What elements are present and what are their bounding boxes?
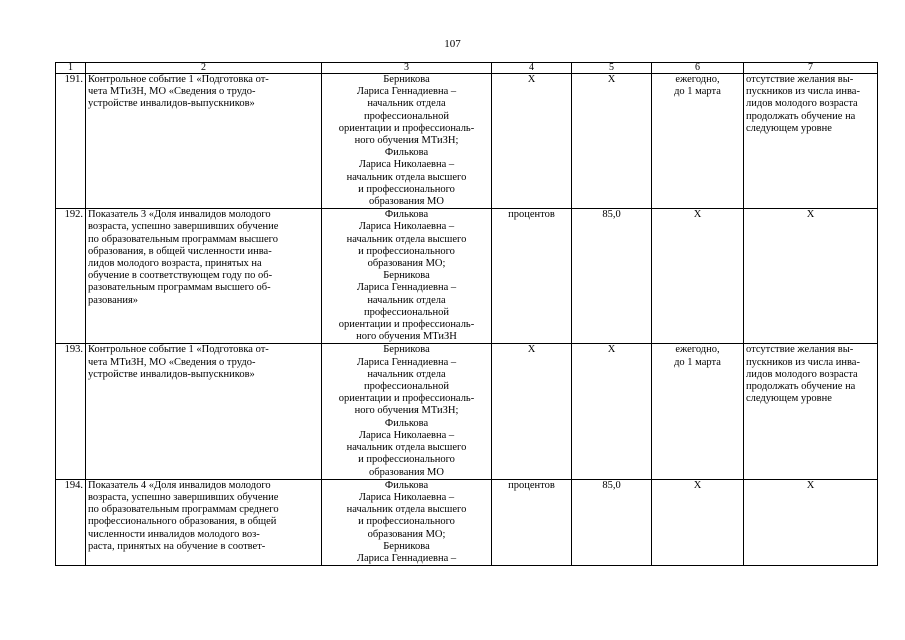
cell-line: Х [806, 479, 815, 491]
cell-line: Показатель 3 «Доля инвалидов молодого [88, 209, 271, 221]
description-cell [86, 479, 322, 565]
cell-line: Х [693, 209, 702, 221]
cell-line: и профессионального [358, 454, 455, 466]
row-number-cell: 192. [56, 209, 86, 344]
cell-line: начальник отдела высшего [346, 442, 467, 454]
cell-line: отсутствие желания вы- [746, 344, 854, 356]
description-cell [86, 209, 322, 344]
cell-line: Филькова [384, 417, 429, 429]
cell-line: пускников из числа инва- [746, 356, 860, 368]
responsible-cell [322, 209, 492, 344]
cell-line: ежегодно, [675, 74, 720, 85]
cell-line: раста, принятых на обучение в соответ- [88, 540, 266, 552]
page-number: 107 [444, 38, 461, 50]
cell-line: до 1 марта [674, 86, 721, 98]
cell-line: Лариса Геннадиевна – [356, 86, 457, 98]
cell-line: Лариса Николаевна – [358, 159, 455, 171]
deadline-cell [652, 209, 744, 344]
cell-line: Берникова [383, 270, 430, 282]
column-header: 3 [322, 63, 492, 74]
cell-line: разования» [88, 294, 139, 306]
table-row [56, 479, 878, 565]
cell-line: до 1 марта [674, 356, 721, 368]
cell-line: и профессионального [358, 245, 455, 257]
cell-line: Лариса Николаевна – [358, 429, 455, 441]
cell-line: и профессионального [358, 516, 455, 528]
column-header: 7 [744, 63, 878, 74]
cell-line: образования МО; [367, 528, 446, 540]
cell-line: ного обучения МТиЗН; [354, 135, 459, 147]
column-header: 4 [492, 63, 572, 74]
cell-line: начальник отдела [367, 294, 446, 306]
column-header: 6 [652, 63, 744, 74]
cell-line: ориентации и профессиональ- [338, 393, 475, 405]
cell-line: Филькова [384, 479, 429, 491]
cell-line: возраста, успешно завершивших обучение [88, 221, 279, 233]
cell-line: ориентации и профессиональ- [338, 122, 475, 134]
cell-line: Филькова [384, 147, 429, 159]
description-cell [86, 74, 322, 209]
cell-line: продолжать обучение на [746, 110, 856, 122]
column-header: 1 [56, 63, 86, 74]
cell-line: по образовательным программам высшего [88, 233, 278, 245]
cell-line: ежегодно, [675, 344, 720, 356]
column-header: 5 [572, 63, 652, 74]
row-number-cell: 191. [56, 74, 86, 209]
cell-line: разовательным программам высшего об- [88, 282, 271, 294]
cell-line: Берникова [383, 74, 430, 85]
cell-line: следующем уровне [746, 122, 832, 134]
deadline-cell [652, 479, 744, 565]
cell-line: начальник отдела [367, 98, 446, 110]
cell-line: профессиональной [364, 381, 449, 393]
row-number-cell: 194. [56, 479, 86, 565]
cell-line: профессиональной [364, 110, 449, 122]
unit-cell: Х [492, 74, 572, 209]
cell-line: обучение в соответствующем году по об- [88, 270, 273, 282]
cell-line: Берникова [383, 344, 430, 356]
unit-cell: процентов [492, 479, 572, 565]
deadline-cell [652, 344, 744, 479]
cell-line: отсутствие желания вы- [746, 74, 854, 85]
cell-line: продолжать обучение на [746, 381, 856, 393]
cell-line: лидов молодого возраста [746, 98, 858, 110]
unit-cell: Х [492, 344, 572, 479]
cell-line: устройстве инвалидов-выпускников» [88, 98, 255, 110]
risk-cell [744, 209, 878, 344]
cell-line: Показатель 4 «Доля инвалидов молодого [88, 479, 271, 491]
table-row [56, 74, 878, 209]
responsible-cell [322, 74, 492, 209]
table-row [56, 209, 878, 344]
value-cell: 85,0 [572, 479, 652, 565]
cell-line: образования МО [369, 196, 444, 208]
cell-line: Контрольное событие 1 «Подготовка от- [88, 74, 269, 85]
cell-line: и профессионального [358, 183, 455, 195]
cell-line: лидов молодого возраста [746, 368, 858, 380]
cell-line: Лариса Геннадиевна – [356, 282, 457, 294]
row-number-cell: 193. [56, 344, 86, 479]
cell-line: образования МО [369, 466, 444, 478]
cell-line: ного обучения МТиЗН; [354, 405, 459, 417]
cell-line: начальник отдела высшего [346, 233, 467, 245]
responsible-cell [322, 479, 492, 565]
header-row [56, 63, 878, 74]
cell-line: образования МО; [367, 258, 446, 270]
responsible-cell [322, 344, 492, 479]
risk-cell [744, 344, 878, 479]
table-body [56, 74, 878, 566]
cell-line: ориентации и профессиональ- [338, 319, 475, 331]
cell-line: образования, в общей численности инва- [88, 245, 272, 257]
cell-line: ного обучения МТиЗН [356, 331, 457, 343]
table-row [56, 344, 878, 479]
cell-line: численности инвалидов молодого воз- [88, 528, 260, 540]
cell-line: по образовательным программам среднего [88, 504, 279, 516]
cell-line: Филькова [384, 209, 429, 221]
cell-line: начальник отдела [367, 368, 446, 380]
cell-line: Лариса Николаевна – [358, 221, 455, 233]
risk-cell [744, 74, 878, 209]
value-cell: Х [572, 344, 652, 479]
cell-line: Контрольное событие 1 «Подготовка от- [88, 344, 269, 356]
cell-line: возраста, успешно завершивших обучение [88, 491, 279, 503]
document-table [55, 62, 878, 566]
cell-line: Лариса Геннадиевна – [356, 356, 457, 368]
value-cell: 85,0 [572, 209, 652, 344]
cell-line: профессиональной [364, 306, 449, 318]
cell-line: профессионального образования, в общей [88, 516, 277, 528]
cell-line: лидов молодого возраста, принятых на [88, 258, 262, 270]
cell-line: начальник отдела высшего [346, 171, 467, 183]
value-cell: Х [572, 74, 652, 209]
risk-cell [744, 479, 878, 565]
column-header: 2 [86, 63, 322, 74]
cell-line: следующем уровне [746, 393, 832, 405]
cell-line: Берникова [383, 540, 430, 552]
cell-line: устройстве инвалидов-выпускников» [88, 368, 255, 380]
cell-line: Х [806, 209, 815, 221]
deadline-cell [652, 74, 744, 209]
cell-line: начальник отдела высшего [346, 504, 467, 516]
cell-line: Лариса Николаевна – [358, 491, 455, 503]
cell-line: чета МТиЗН, МО «Сведения о трудо- [88, 86, 256, 98]
cell-line: пускников из числа инва- [746, 86, 860, 98]
unit-cell: процентов [492, 209, 572, 344]
cell-line: Лариса Геннадиевна – [356, 552, 457, 564]
description-cell [86, 344, 322, 479]
cell-line: чета МТиЗН, МО «Сведения о трудо- [88, 356, 256, 368]
cell-line: Х [693, 479, 702, 491]
